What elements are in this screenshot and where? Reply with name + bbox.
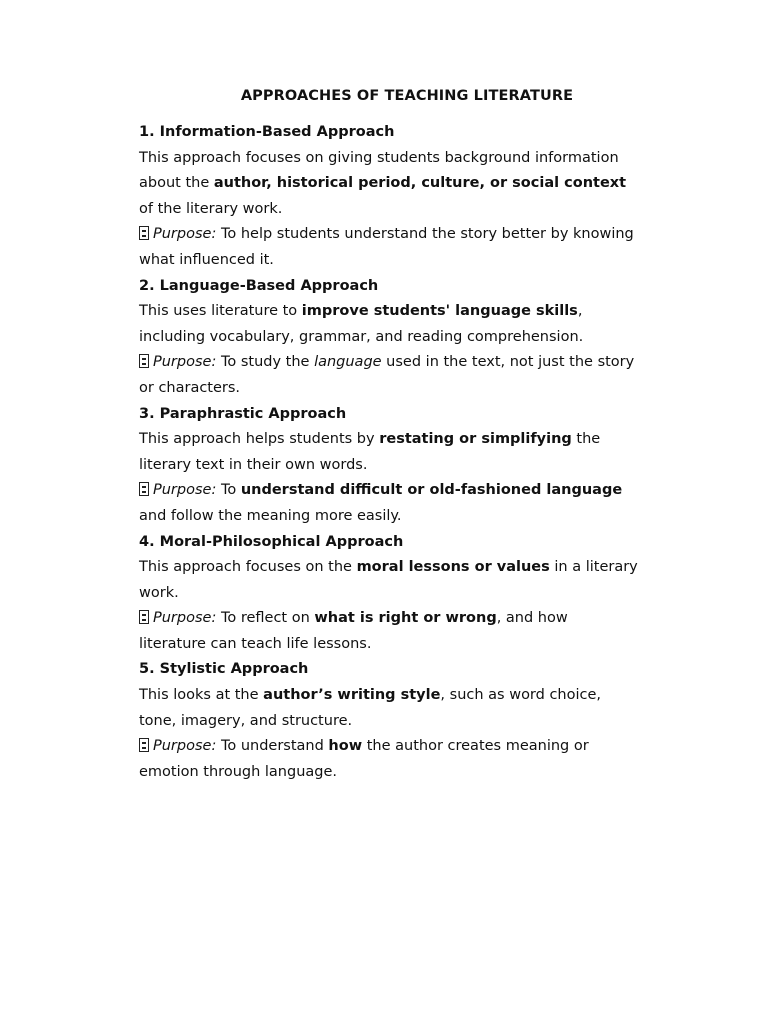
section-heading: 5. Stylistic Approach bbox=[139, 661, 309, 678]
section-description-line bbox=[139, 427, 684, 453]
text-run: To study the bbox=[216, 354, 315, 371]
text-run: This looks at the bbox=[139, 687, 264, 704]
text-run: about the bbox=[139, 175, 214, 192]
text-run: the author creates meaning or bbox=[362, 738, 589, 755]
emphasis-text: improve students' language skills bbox=[301, 303, 578, 320]
text-run: This approach helps students by bbox=[139, 431, 380, 448]
section-heading: 2. Language-Based Approach bbox=[139, 277, 379, 294]
text-run: what influenced it. bbox=[139, 251, 274, 268]
purpose-line bbox=[139, 504, 684, 530]
section-heading: 3. Paraphrastic Approach bbox=[139, 405, 347, 422]
section-moral-philosophical bbox=[139, 530, 684, 658]
section-description-line bbox=[139, 555, 684, 581]
text-run: of the literary work. bbox=[139, 200, 283, 217]
section-description-line bbox=[139, 709, 684, 735]
purpose-line bbox=[139, 632, 684, 658]
emphasis-text: understand difficult or old-fashioned language bbox=[240, 482, 623, 499]
section-description-line bbox=[139, 146, 684, 172]
section-stylistic bbox=[139, 657, 684, 785]
emphasis-text: what is right or wrong bbox=[314, 610, 497, 627]
text-run: literary text in their own words. bbox=[139, 456, 368, 473]
purpose-line bbox=[139, 222, 684, 248]
text-run: emotion through language. bbox=[139, 763, 338, 780]
text-run: , and how bbox=[496, 610, 568, 627]
document-body bbox=[139, 120, 684, 785]
section-information-based bbox=[139, 120, 684, 274]
purpose-label: Purpose: bbox=[153, 738, 217, 755]
text-run: the bbox=[571, 431, 601, 448]
section-description-line bbox=[139, 683, 684, 709]
text-run: To understand bbox=[216, 738, 329, 755]
text-run: tone, imagery, and structure. bbox=[139, 712, 353, 729]
section-description-line bbox=[139, 171, 684, 197]
section-description-line bbox=[139, 581, 684, 607]
section-paraphrastic bbox=[139, 402, 684, 530]
text-run: To bbox=[216, 482, 241, 499]
text-run: in a literary bbox=[549, 559, 638, 576]
text-run: To help students understand the story better by knowing bbox=[216, 226, 634, 243]
section-description-line bbox=[139, 299, 684, 325]
section-heading: 1. Information-Based Approach bbox=[139, 124, 395, 140]
purpose-line bbox=[139, 734, 684, 760]
text-run: literature can teach life lessons. bbox=[139, 635, 372, 652]
text-run: This approach focuses on the bbox=[139, 559, 357, 576]
purpose-line bbox=[139, 478, 684, 504]
purpose-line bbox=[139, 350, 684, 376]
emphasis-text: author’s writing style bbox=[263, 687, 441, 704]
emphasis-text: author, historical period, culture, or social context bbox=[213, 175, 627, 192]
tofu-box-glyph-icon bbox=[139, 610, 149, 624]
text-run: , such as word choice, bbox=[440, 687, 602, 704]
text-run: used in the text, not just the story bbox=[381, 354, 635, 371]
text-run: This uses literature to bbox=[139, 303, 302, 320]
section-heading: 4. Moral-Philosophical Approach bbox=[139, 533, 404, 550]
text-run: or characters. bbox=[139, 379, 241, 396]
section-description-line bbox=[139, 325, 684, 351]
purpose-line bbox=[139, 760, 684, 786]
purpose-label: Purpose: bbox=[153, 482, 217, 499]
text-run: , bbox=[577, 303, 583, 320]
emphasis-text: moral lessons or values bbox=[356, 559, 550, 576]
emphasis-text: restating or simplifying bbox=[379, 431, 572, 448]
document-title: APPROACHES OF TEACHING LITERATURE bbox=[240, 88, 574, 104]
emphasis-text: how bbox=[328, 738, 363, 755]
text-run: This approach focuses on giving students background information bbox=[139, 149, 619, 166]
section-description-line bbox=[139, 453, 684, 479]
purpose-label: Purpose: bbox=[153, 610, 217, 627]
purpose-line bbox=[139, 248, 684, 274]
purpose-label: Purpose: bbox=[153, 354, 217, 371]
tofu-box-glyph-icon bbox=[139, 226, 149, 240]
text-run: including vocabulary, grammar, and reading comprehension. bbox=[139, 328, 584, 345]
purpose-line bbox=[139, 606, 684, 632]
section-language-based bbox=[139, 274, 684, 402]
tofu-box-glyph-icon bbox=[139, 482, 149, 496]
text-run: and follow the meaning more easily. bbox=[139, 507, 402, 524]
section-description-line bbox=[139, 197, 684, 223]
tofu-box-glyph-icon bbox=[139, 354, 149, 368]
italic-text: language bbox=[314, 354, 382, 371]
purpose-line bbox=[139, 376, 684, 402]
text-run: work. bbox=[139, 584, 179, 601]
tofu-box-glyph-icon bbox=[139, 738, 149, 752]
text-run: To reflect on bbox=[216, 610, 315, 627]
purpose-label: Purpose: bbox=[153, 226, 217, 243]
